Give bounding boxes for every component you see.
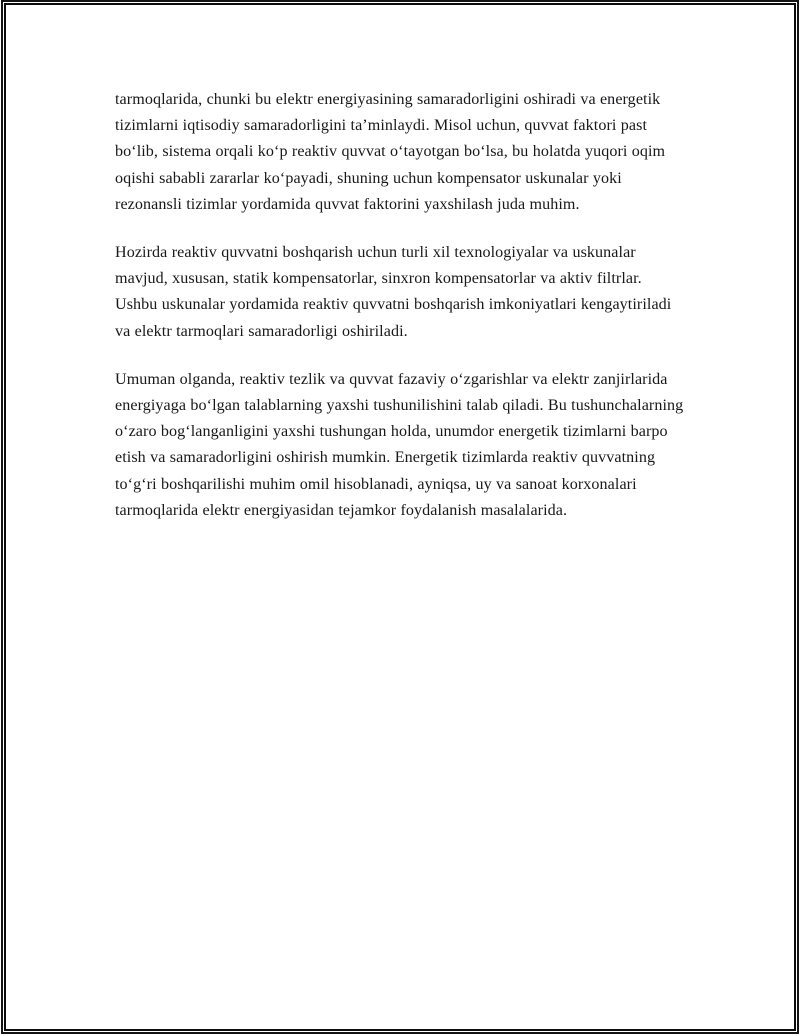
body-paragraph: Hozirda reaktiv quvvatni boshqarish uchun turli xil texnologiyalar va uskunalar mavjud, xususan, statik kompensatorlar, sinxron kompensatorlar va aktiv filtrlar. Ushbu uskunalar yordamida reaktiv quvvatni boshqarish imkoniyatlari kengaytiriladi va elektr tarmoqlari samaradorligi oshiriladi. xyxy=(115,244,672,340)
page-border-frame xyxy=(4,3,796,1031)
body-paragraph: Umuman olganda, reaktiv tezlik va quvvat fazaviy o‘zgarishlar va elektr zanjirlarida energiyaga bo‘lgan talablarning yaxshi tushunilishini talab qiladi. Bu tushunchalarning o‘zaro bog‘langanligini yaxshi tushungan holda, unumdor energetik tizimlarni barpo etish va samaradorligini oshirish mumkin. Energetik tizimlarda reaktiv quvvatning to‘g‘ri boshqarilishi muhim omil hisoblanadi, ayniqsa, uy va sanoat korxonalari tarmoqlarida elektr energiyasidan tejamkor foydalanish masalalarida. xyxy=(115,370,684,519)
document-text-body xyxy=(115,87,685,524)
body-paragraph: tarmoqlarida, chunki bu elektr energiyasining samaradorligini oshiradi va energetik tizimlarni iqtisodiy samaradorligini ta’minlaydi. Misol uchun, quvvat faktori past bo‘lib, sistema orqali ko‘p reaktiv quvvat o‘tayotgan bo‘lsa, bu holatda yuqori oqim oqishi sababli zararlar ko‘payadi, shuning uchun kompensator uskunalar yoki rezonansli tizimlar yordamida quvvat faktorini yaxshilash juda muhim. xyxy=(115,91,666,213)
